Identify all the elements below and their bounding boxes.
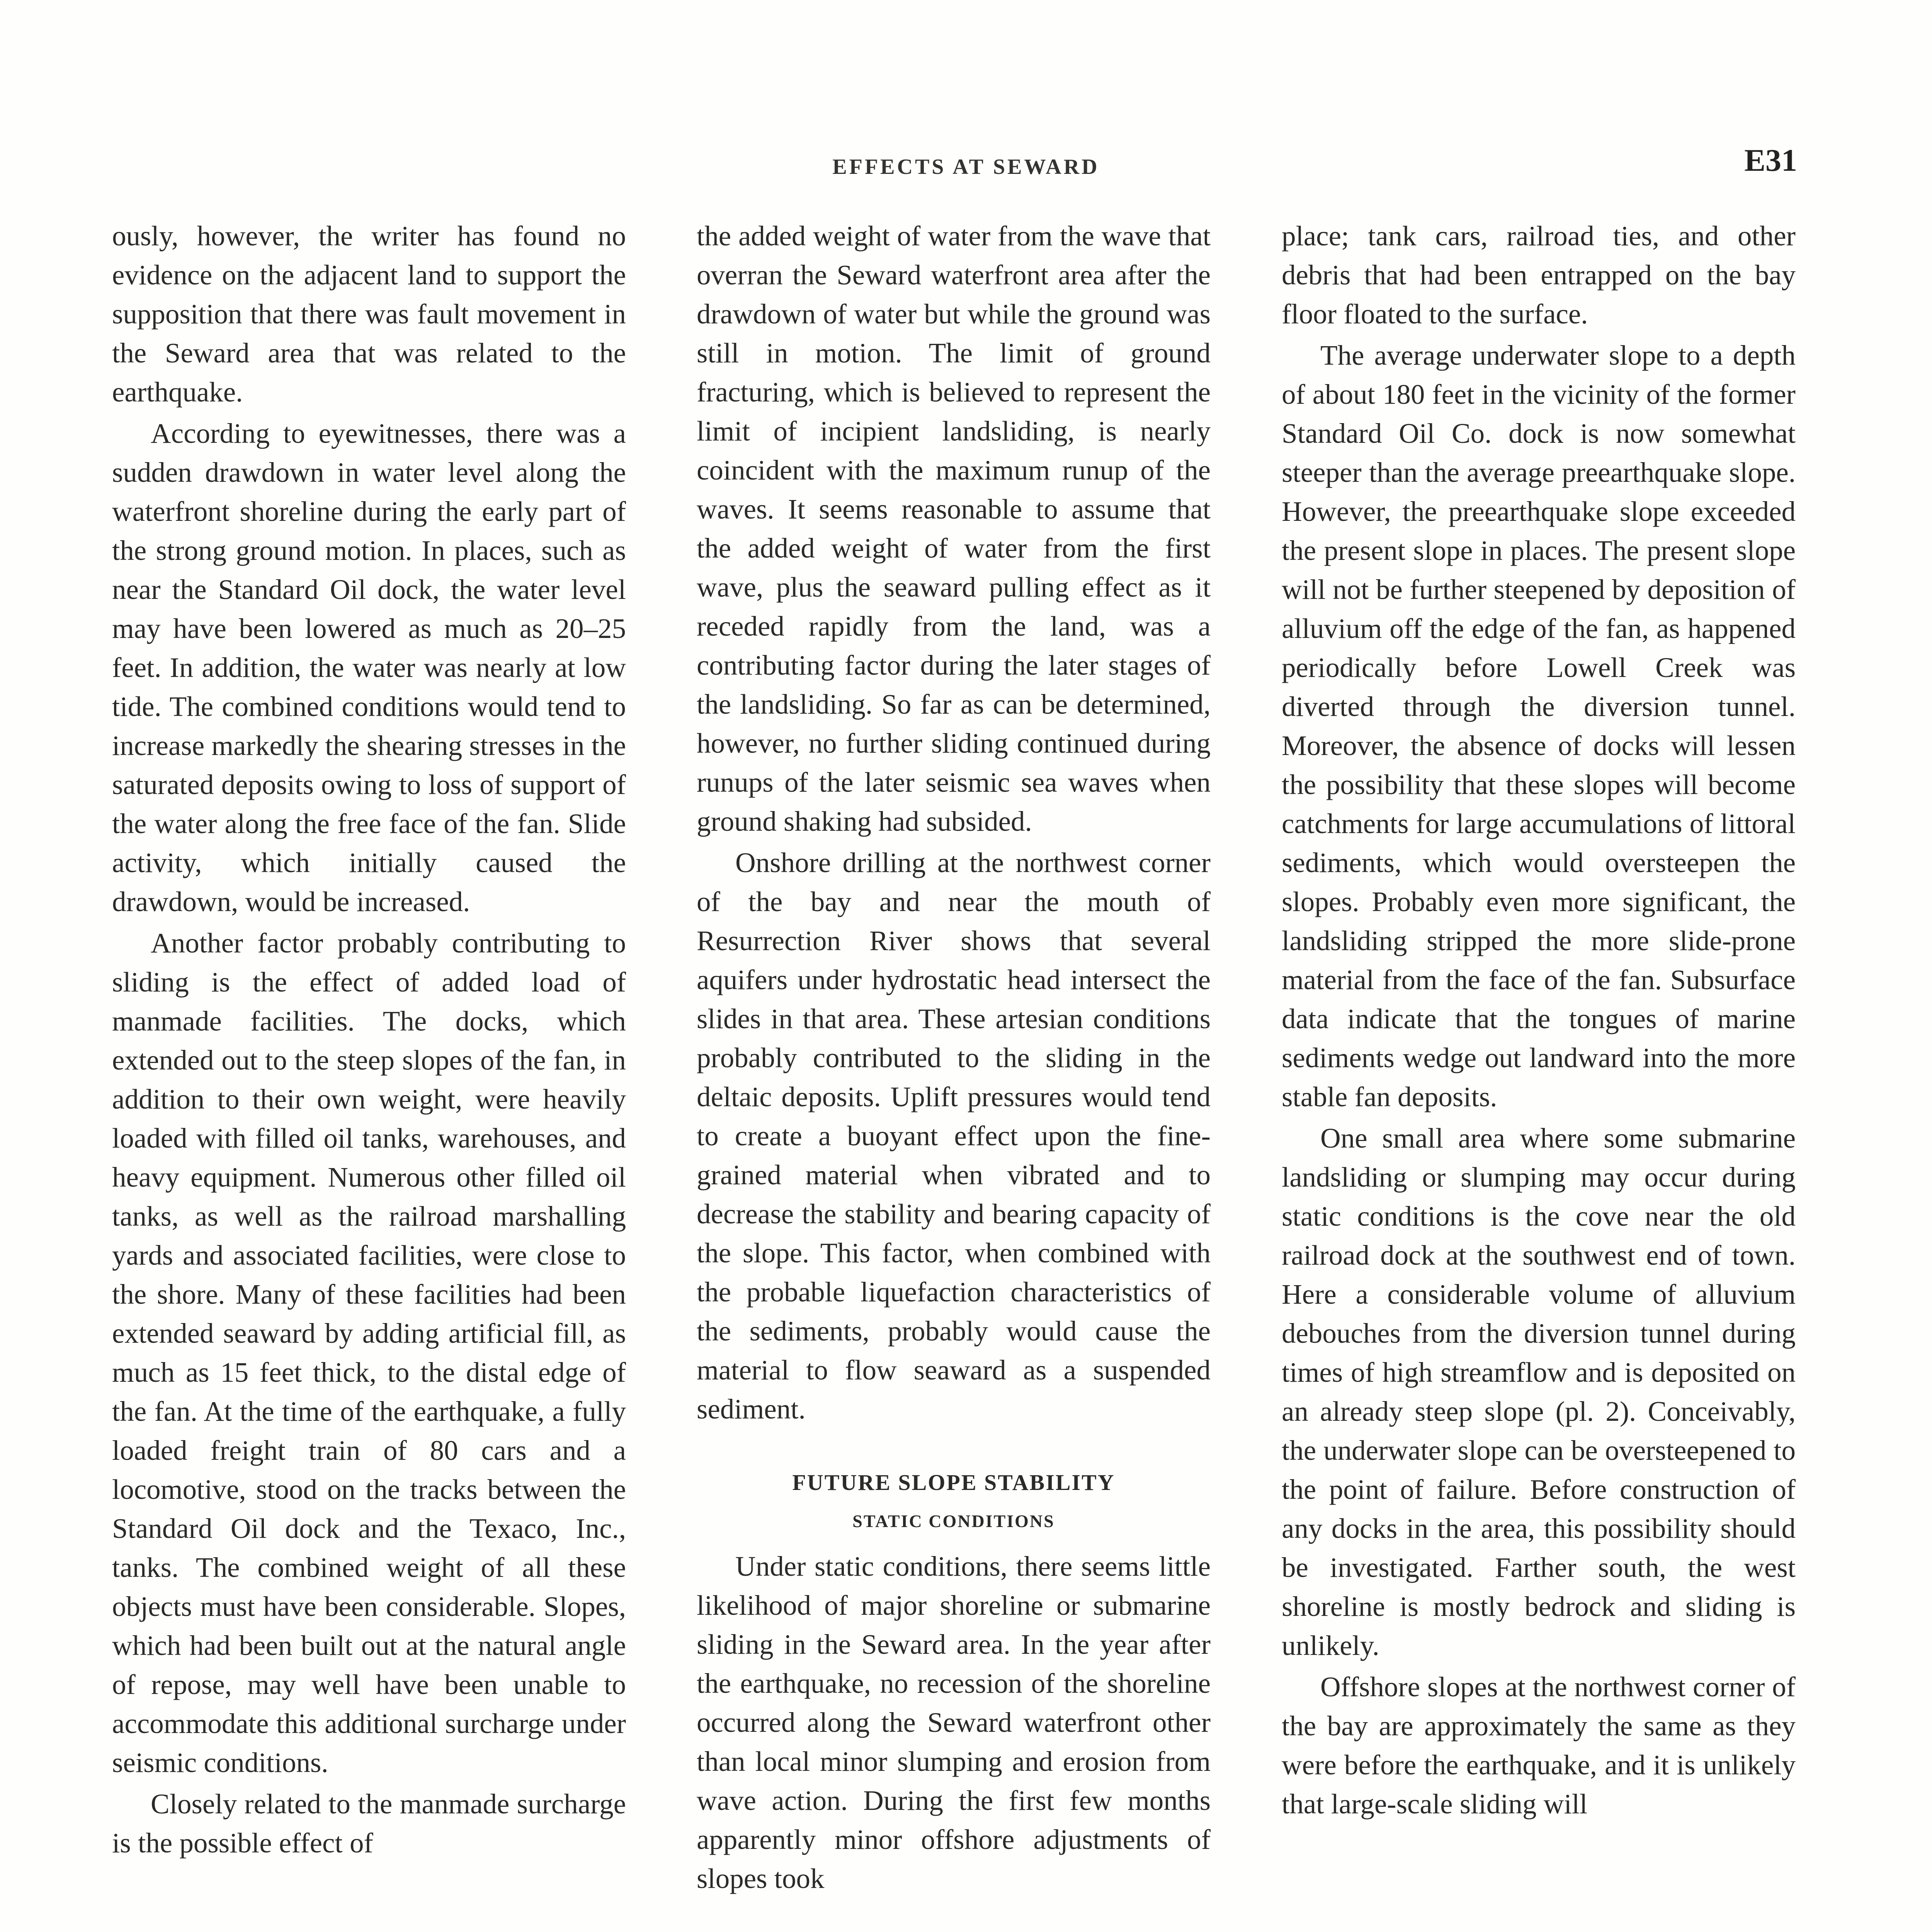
page-number: E31 xyxy=(1744,143,1797,178)
paragraph: Offshore slopes at the northwest corner of the bay are approximately the same as they were before the earthquake, and it is unlikely that large-scale sliding will xyxy=(1282,1671,1796,1820)
paragraph: Onshore drilling at the northwest corner of the bay and near the mouth of Resurrection River shows that several aquifers under hydrostatic head intersect the slides in that area. These artesian conditions probably contributed to the sliding in the deltaic deposits. Uplift pressures would tend to create a buoyant effect upon the fine-grained material when vibrated and to decrease the stability and bearing capacity of the slope. This factor, when combined with the probable liquefaction characteristics of the sediments, probably would cause the material to flow seaward as a suspended sediment. xyxy=(697,847,1211,1425)
paragraph: Another factor probably contributing to sliding is the effect of added load of manmade facilities. The docks, which extended out to the steep slopes of the fan, in addition to their own weight, were heavily loaded with filled oil tanks, warehouses, and heavy equipment. Numerous other filled oil tanks, as well as the railroad marshalling yards and associated facilities, were close to the shore. Many of these facilities had been extended seaward by adding artificial fill, as much as 15 feet thick, to the distal edge of the fan. At the time of the earthquake, a fully loaded freight train of 80 cars and a locomotive, stood on the tracks between the Standard Oil dock and the Texaco, Inc., tanks. The combined weight of all these objects must have been considerable. Slopes, which had been built out at the natural angle of repose, may well have been unable to accommodate this additional surcharge under seismic conditions. xyxy=(112,927,626,1778)
text-column-3 xyxy=(1282,216,1796,1823)
section-heading: FUTURE SLOPE STABILITY xyxy=(792,1470,1115,1495)
paragraph: place; tank cars, railroad ties, and other debris that had been entrapped on the bay floor floated to the surface. xyxy=(1282,220,1796,330)
subsection-heading: STATIC CONDITIONS xyxy=(852,1511,1055,1531)
paragraph: The average underwater slope to a depth of about 180 feet in the vicinity of the former Standard Oil Co. dock is now somewhat steeper than the average preearthquake slope. However, the preearthquake slope exceeded the present slope in places. The present slope will not be further steepened by deposition of alluvium off the edge of the fan, as happened periodically before Lowell Creek was diverted through the diversion tunnel. Moreover, the absence of docks will lessen the possibility that these slopes will become catchments for large accumulations of littoral sediments, which would oversteepen the slopes. Probably even more significant, the landsliding stripped the more slide-prone material from the face of the fan. Subsurface data indicate that the tongues of marine sediments wedge out landward into the more stable fan deposits. xyxy=(1282,340,1796,1112)
paragraph: Closely related to the manmade surcharge is the possible effect of xyxy=(112,1788,626,1859)
paragraph: According to eyewitnesses, there was a sudden drawdown in water level along the waterfront shoreline during the early part of the strong ground motion. In places, such as near the Standard Oil dock, the water level may have been lowered as much as 20–25 feet. In addition, the water was nearly at low tide. The combined conditions would tend to increase markedly the shearing stresses in the saturated deposits owing to loss of support of the water along the free face of the fan. Slide activity, which initially caused the drawdown, would be increased. xyxy=(112,418,626,917)
paragraph: ously, however, the writer has found no evidence on the adjacent land to support the supposition that there was fault movement in the Seward area that was related to the earthquake. xyxy=(112,220,626,408)
running-head: EFFECTS AT SEWARD xyxy=(832,155,1100,179)
paragraph: One small area where some submarine landsliding or slumping may occur during static conditions is the cove near the old railroad dock at the southwest end of town. Here a considerable volume of alluvium debouches from the diversion tunnel during times of high streamflow and is deposited on an already steep slope (pl. 2). Conceivably, the underwater slope can be oversteepened to the point of failure. Before construction of any docks in the area, this possibility should be investigated. Farther south, the west shoreline is mostly bedrock and sliding is unlikely. xyxy=(1282,1122,1796,1661)
text-column-1 xyxy=(112,216,626,1862)
text-column-2 xyxy=(697,216,1211,1898)
paragraph: the added weight of water from the wave that overran the Seward waterfront area after the drawdown of water but while the ground was still in motion. The limit of ground fracturing, which is believed to represent the limit of incipient landsliding, is nearly coincident with the maximum runup of the waves. It seems reasonable to assume that the added weight of water from the first wave, plus the seaward pulling effect as it receded rapidly from the land, was a contributing factor during the later stages of the landsliding. So far as can be determined, however, no further sliding continued during runups of the later seismic sea waves when ground shaking had subsided. xyxy=(697,220,1211,837)
paragraph: Under static conditions, there seems little likelihood of major shoreline or submarine sliding in the Seward area. In the year after the earthquake, no recession of the shoreline occurred along the Seward waterfront other than local minor slumping and erosion from wave action. During the first few months apparently minor offshore adjustments of slopes took xyxy=(697,1551,1211,1894)
